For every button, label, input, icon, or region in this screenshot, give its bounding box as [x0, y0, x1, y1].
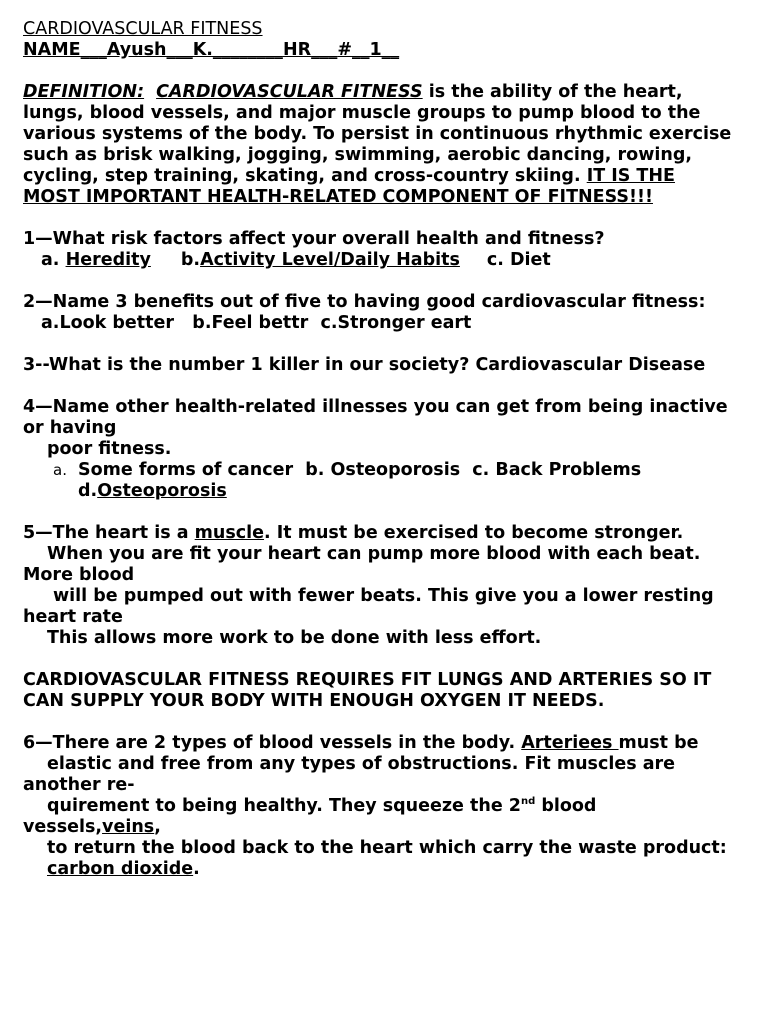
spacer [23, 376, 744, 397]
question-5-line-2: When you are fit your heart can pump more blood with each beat. [47, 544, 701, 564]
definition-label: DEFINITION: [23, 82, 145, 102]
question-6-emphasis-co2: carbon dioxide [47, 859, 194, 879]
definition-line-4: such as brisk walking, jogging, swimming, aerobic dancing, rowing, [23, 145, 692, 165]
question-2-text: 2—Name 3 benefits out of five to having good cardiovascular fitness: [23, 292, 706, 312]
student-name: ___Ayush___K.________ [80, 40, 283, 60]
number-value: __1__ [351, 40, 400, 60]
definition-block [23, 82, 744, 208]
question-5 [23, 523, 744, 649]
question-6-text-b: must be [618, 733, 699, 753]
hr-value: ___ [311, 40, 338, 60]
definition-emphasis-1: IT IS THE [586, 166, 675, 186]
spacer [23, 502, 744, 523]
definition-text-1: is the ability of the heart, [422, 82, 683, 102]
question-6-line-5 [23, 817, 744, 838]
question-4-answer-d [23, 481, 744, 502]
question-6-line-3: another re- [23, 775, 135, 795]
number-label: # [337, 40, 352, 60]
worksheet-title-line [23, 19, 744, 40]
question-6-line-1 [23, 733, 744, 754]
question-6-line-2: elastic and free from any types of obstructions. Fit muscles are [47, 754, 676, 774]
question-2 [23, 292, 744, 334]
hr-label: HR [282, 40, 312, 60]
question-4-line-3: poor fitness. [47, 439, 172, 459]
definition-term: CARDIOVASCULAR FITNESS [156, 82, 423, 102]
question-5-text-a: 5—The heart is a [23, 523, 195, 543]
question-4-answer-list: Some forms of cancer b. Osteoporosis c. Back Problems [78, 460, 642, 480]
answer-b-label: b. [180, 250, 201, 270]
definition-line-1 [23, 82, 744, 103]
question-6-line-7 [23, 859, 744, 880]
definition-line-2: lungs, blood vessels, and major muscle groups to pump blood to the [23, 103, 701, 123]
question-5-emphasis: muscle [194, 523, 265, 543]
question-4 [23, 397, 744, 502]
question-6-text-5b: , [154, 817, 161, 837]
answer-c: c. Diet [486, 250, 551, 270]
definition-line-3: various systems of the body. To persist in continuous rhythmic exercise [23, 124, 732, 144]
spacer [23, 649, 744, 670]
question-5-line-4: will be pumped out with fewer beats. This give you a lower resting [53, 586, 714, 606]
question-6-emphasis-veins: veins [102, 817, 155, 837]
question-6-line-6: to return the blood back to the heart which carry the waste product: [47, 838, 727, 858]
worksheet-title: CARDIOVASCULAR FITNESS [23, 19, 263, 39]
question-1-text: 1—What risk factors affect your overall health and fitness? [23, 229, 605, 249]
answer-b: Activity Level/Daily Habits [200, 250, 460, 270]
question-1-answers [23, 250, 744, 271]
question-6-text-5a: vessels, [23, 817, 103, 837]
question-6-emphasis-arteries: Arteriees [521, 733, 619, 753]
answer-a-label: a. [41, 250, 66, 270]
definition-text-5: cycling, step training, skating, and cross-country skiing. [23, 166, 587, 186]
question-6-text-4b: blood [535, 796, 597, 816]
definition-line-6 [23, 187, 744, 208]
question-6-line-4 [23, 796, 744, 817]
question-6-text-a: 6—There are 2 types of blood vessels in the body. [23, 733, 522, 753]
spacer [23, 208, 744, 229]
question-3-text: 3--What is the number 1 killer in our society? Cardiovascular Disease [23, 355, 706, 375]
definition-emphasis-2: MOST IMPORTANT HEALTH-RELATED COMPONENT OF FITNESS!!! [23, 187, 653, 207]
spacer [23, 334, 744, 355]
statement-line-1: CARDIOVASCULAR FITNESS REQUIRES FIT LUNGS AND ARTERIES SO IT [23, 670, 712, 690]
question-5-line-1 [23, 523, 744, 544]
definition-line-5 [23, 166, 744, 187]
question-5-line-3: More blood [23, 565, 135, 585]
question-5-line-5: heart rate [23, 607, 123, 627]
question-5-text-b: . It must be exercised to become stronger. [264, 523, 684, 543]
list-marker-a: a. [53, 461, 67, 479]
answer-d-label: d. [78, 481, 98, 501]
spacer [23, 712, 744, 733]
question-4-answers [23, 460, 744, 481]
question-6 [23, 733, 744, 880]
question-2-answer: a.Look better b.Feel bettr c.Stronger eart [41, 313, 472, 333]
question-6-text-4a: quirement to being healthy. They squeeze the 2 [47, 796, 521, 816]
question-4-line-1: 4—Name other health-related illnesses you can get from being inactive [23, 397, 728, 417]
question-5-line-6: This allows more work to be done with less effort. [47, 628, 542, 648]
oxygen-statement [23, 670, 744, 712]
answer-d: Osteoporosis [97, 481, 227, 501]
name-label: NAME [23, 40, 81, 60]
statement-line-2: CAN SUPPLY YOUR BODY WITH ENOUGH OXYGEN IT NEEDS. [23, 691, 605, 711]
answer-a: Heredity [65, 250, 151, 270]
question-4-line-2: or having [23, 418, 117, 438]
question-6-text-7b: . [193, 859, 200, 879]
name-line [23, 40, 744, 61]
ordinal-suffix: nd [520, 796, 536, 808]
spacer [23, 61, 744, 82]
question-1 [23, 229, 744, 271]
spacer [23, 271, 744, 292]
